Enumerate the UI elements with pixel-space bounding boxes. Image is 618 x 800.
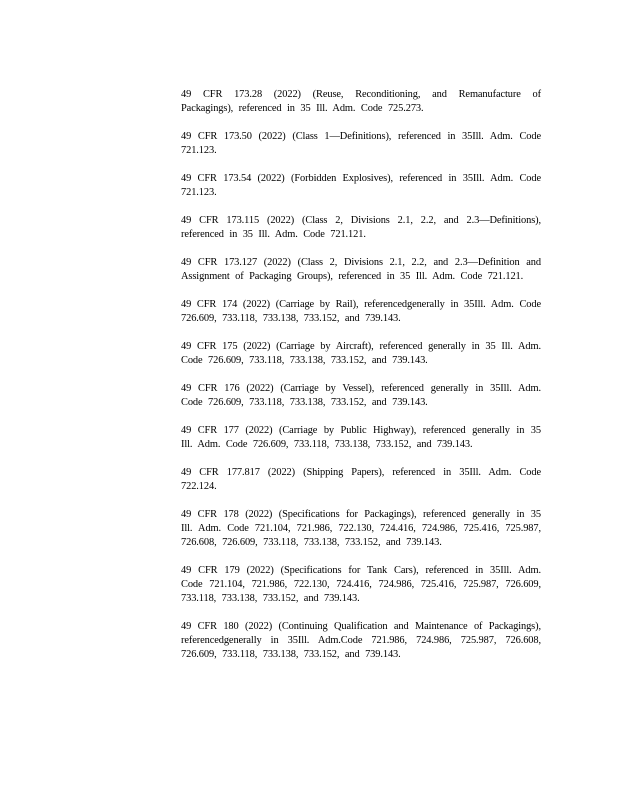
cfr-reference-entry: 49 CFR 175 (2022) (Carriage by Aircraft), referenced generally in 35 Ill. Adm. Code 726.609, 733.118, 733.138, 733.152, and 739.143. <box>181 341 541 366</box>
cfr-reference-entry: 49 CFR 173.115 (2022) (Class 2, Divisions 2.1, 2.2, and 2.3—Definitions), referenced in 35 Ill. Adm. Code 721.121. <box>181 215 541 240</box>
cfr-reference-entry: 49 CFR 179 (2022) (Specifications for Tank Cars), referenced in 35Ill. Adm. Code 721.104, 721.986, 722.130, 724.416, 724.986, 725.416, 725.987, 726.609, 733.118, 733.138, 733.152, and 739.143. <box>181 565 541 604</box>
cfr-reference-entry: 49 CFR 176 (2022) (Carriage by Vessel), referenced generally in 35Ill. Adm. Code 726.609, 733.118, 733.138, 733.152, and 739.143. <box>181 383 541 408</box>
cfr-reference-entry: 49 CFR 177 (2022) (Carriage by Public Highway), referenced generally in 35 Ill. Adm. Code 726.609, 733.118, 733.138, 733.152, and 739.143. <box>181 425 541 450</box>
cfr-reference-entry: 49 CFR 180 (2022) (Continuing Qualification and Maintenance of Packagings), referencedgenerally in 35Ill. Adm.Code 721.986, 724.986, 725.987, 726.608, 726.609, 733.118, 733.138, 733.152, and 739.143. <box>181 621 541 660</box>
cfr-reference-entry: 49 CFR 173.28 (2022) (Reuse, Reconditioning, and Remanufacture of Packagings), referenced in 35 Ill. Adm. Code 725.273. <box>181 89 541 114</box>
cfr-reference-list <box>181 88 541 676</box>
cfr-reference-entry: 49 CFR 177.817 (2022) (Shipping Papers), referenced in 35Ill. Adm. Code 722.124. <box>181 467 541 492</box>
cfr-reference-entry: 49 CFR 173.54 (2022) (Forbidden Explosives), referenced in 35Ill. Adm. Code 721.123. <box>181 173 541 198</box>
cfr-reference-entry: 49 CFR 173.50 (2022) (Class 1—Definitions), referenced in 35Ill. Adm. Code 721.123. <box>181 131 541 156</box>
cfr-reference-entry: 49 CFR 178 (2022) (Specifications for Packagings), referenced generally in 35 Ill. Adm. Code 721.104, 721.986, 722.130, 724.416, 724.986, 725.416, 725.987, 726.608, 726.609, 733.118, 733.138, 733.152, and 739.143. <box>181 509 541 548</box>
cfr-reference-entry: 49 CFR 174 (2022) (Carriage by Rail), referencedgenerally in 35Ill. Adm. Code 726.609, 733.118, 733.138, 733.152, and 739.143. <box>181 299 541 324</box>
cfr-reference-entry: 49 CFR 173.127 (2022) (Class 2, Divisions 2.1, 2.2, and 2.3—Definition and Assignment of Packaging Groups), referenced in 35 Ill. Adm. Code 721.121. <box>181 257 541 282</box>
